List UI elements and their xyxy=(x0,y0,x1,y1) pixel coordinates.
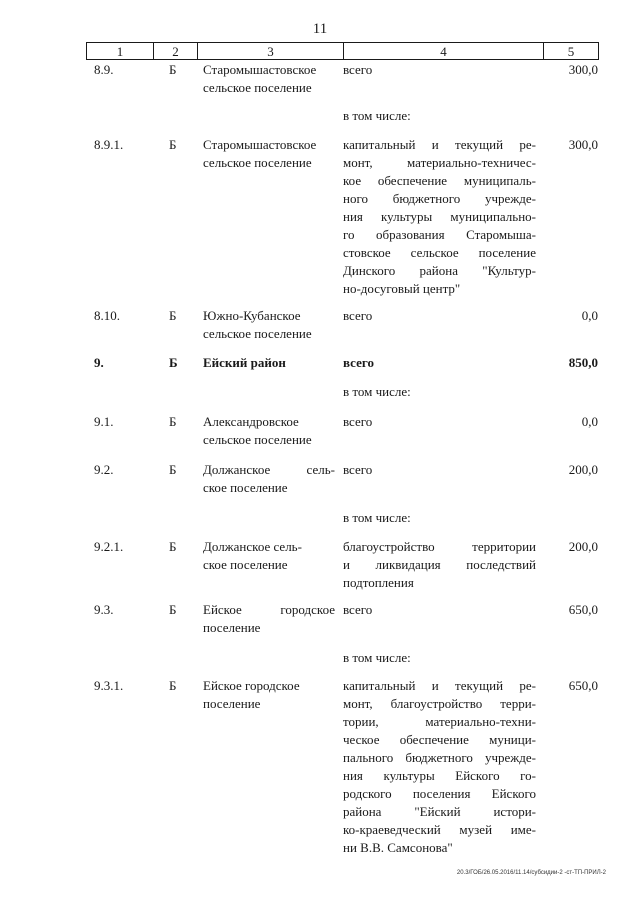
row-municipality xyxy=(203,354,335,372)
row-amount: 850,0 xyxy=(568,355,598,370)
purpose-line: тории, материально-техни- xyxy=(343,714,536,729)
row-number: 9.3.1. xyxy=(94,678,124,693)
column-header-2: 2 xyxy=(154,43,198,60)
purpose-line: но-досуговый центр" xyxy=(343,281,461,296)
row-purpose xyxy=(343,509,536,527)
page-number: 11 xyxy=(312,21,328,37)
purpose-line: всего xyxy=(343,355,374,370)
row-amount: 650,0 xyxy=(568,678,598,693)
purpose-line: капитальный и текущий ре- xyxy=(343,678,536,693)
purpose-line: в том числе: xyxy=(343,384,411,399)
purpose-line: ко-краеведческий музей име- xyxy=(343,822,536,837)
purpose-line: Динского района "Культур- xyxy=(343,263,536,278)
row-amount: 300,0 xyxy=(568,137,598,152)
name-line: Старомышастовское xyxy=(203,62,317,77)
row-category: Б xyxy=(169,462,177,477)
name-line: ское поселение xyxy=(203,557,288,572)
name-line: Южно-Кубанское xyxy=(203,308,301,323)
row-amount: 0,0 xyxy=(581,414,598,429)
name-line: сельское поселение xyxy=(203,155,312,170)
row-number: 8.9.1. xyxy=(94,137,124,152)
purpose-line: ни В.В. Самсонова" xyxy=(343,840,453,855)
purpose-line: ния культуры Ейского го- xyxy=(343,768,536,783)
purpose-line: го образования Старомыша- xyxy=(343,227,536,242)
row-purpose xyxy=(343,354,536,372)
purpose-line: благоустройство территории xyxy=(343,539,536,554)
name-line: Ейское городское xyxy=(203,602,335,617)
row-municipality xyxy=(203,413,335,449)
column-header-row xyxy=(86,42,599,60)
row-category: Б xyxy=(169,62,177,77)
row-amount: 300,0 xyxy=(568,62,598,77)
purpose-line: всего xyxy=(343,462,373,477)
purpose-line: всего xyxy=(343,308,373,323)
name-line: сельское поселение xyxy=(203,326,312,341)
row-category: Б xyxy=(169,137,177,152)
row-category: Б xyxy=(169,602,177,617)
row-purpose xyxy=(343,61,536,79)
purpose-line: кое обеспечение муниципаль- xyxy=(343,173,536,188)
row-amount: 650,0 xyxy=(568,602,598,617)
purpose-line: всего xyxy=(343,602,373,617)
name-line: ское поселение xyxy=(203,480,288,495)
row-amount: 200,0 xyxy=(568,462,598,477)
row-municipality xyxy=(203,136,335,172)
row-amount: 0,0 xyxy=(581,308,598,323)
name-line: Ейское городское xyxy=(203,678,300,693)
row-number: 8.9. xyxy=(94,62,114,77)
row-number: 9.2. xyxy=(94,462,114,477)
row-category: Б xyxy=(169,414,177,429)
row-category: Б xyxy=(169,539,177,554)
purpose-line: всего xyxy=(343,414,373,429)
row-number: 8.10. xyxy=(94,308,120,323)
row-purpose xyxy=(343,136,536,298)
purpose-line: капитальный и текущий ре- xyxy=(343,137,536,152)
row-number: 9.1. xyxy=(94,414,114,429)
purpose-line: подтопления xyxy=(343,575,414,590)
column-header-3: 3 xyxy=(198,43,344,60)
row-category: Б xyxy=(169,678,177,693)
row-purpose xyxy=(343,601,536,619)
purpose-line: в том числе: xyxy=(343,650,411,665)
name-line: сельское поселение xyxy=(203,80,312,95)
row-purpose xyxy=(343,307,536,325)
purpose-line: ния культуры муниципально- xyxy=(343,209,536,224)
row-purpose xyxy=(343,677,536,857)
name-line: Ейский район xyxy=(203,355,286,370)
column-header-4: 4 xyxy=(344,43,544,60)
row-municipality xyxy=(203,677,335,713)
row-municipality xyxy=(203,61,335,97)
row-municipality xyxy=(203,601,335,637)
row-purpose xyxy=(343,413,536,431)
row-purpose xyxy=(343,649,536,667)
name-line: сельское поселение xyxy=(203,432,312,447)
row-purpose xyxy=(343,383,536,401)
row-municipality xyxy=(203,538,335,574)
row-municipality xyxy=(203,461,335,497)
column-header-5: 5 xyxy=(544,43,599,60)
name-line: Должанское сель- xyxy=(203,462,335,477)
purpose-line: ческое обеспечение муници- xyxy=(343,732,536,747)
purpose-line: стовское сельское поселение xyxy=(343,245,536,260)
purpose-line: пального бюджетного учрежде- xyxy=(343,750,536,765)
document-footer-code: 20.3/ГОБ/26.05.2016/11.14/субсидии-2 -ст-ТП-ПРИЛ-2 xyxy=(456,870,606,876)
purpose-line: и ликвидация последствий xyxy=(343,557,536,572)
purpose-line: района "Ейский истори- xyxy=(343,804,536,819)
purpose-line: монт, материально-техничес- xyxy=(343,155,536,170)
row-number: 9. xyxy=(94,355,104,370)
purpose-line: родского поселения Ейского xyxy=(343,786,536,801)
purpose-line: в том числе: xyxy=(343,510,411,525)
column-header-1: 1 xyxy=(87,43,154,60)
purpose-line: монт, благоустройство терри- xyxy=(343,696,536,711)
row-purpose xyxy=(343,461,536,479)
name-line: Должанское сель- xyxy=(203,539,302,554)
purpose-line: всего xyxy=(343,62,373,77)
row-number: 9.2.1. xyxy=(94,539,124,554)
name-line: поселение xyxy=(203,696,261,711)
name-line: Старомышастовское xyxy=(203,137,317,152)
row-amount: 200,0 xyxy=(568,539,598,554)
purpose-line: ного бюджетного учрежде- xyxy=(343,191,536,206)
row-category: Б xyxy=(169,308,177,323)
purpose-line: в том числе: xyxy=(343,108,411,123)
name-line: Александровское xyxy=(203,414,299,429)
row-purpose xyxy=(343,107,536,125)
row-purpose xyxy=(343,538,536,592)
row-municipality xyxy=(203,307,335,343)
name-line: поселение xyxy=(203,620,261,635)
row-category: Б xyxy=(169,355,178,370)
row-number: 9.3. xyxy=(94,602,114,617)
